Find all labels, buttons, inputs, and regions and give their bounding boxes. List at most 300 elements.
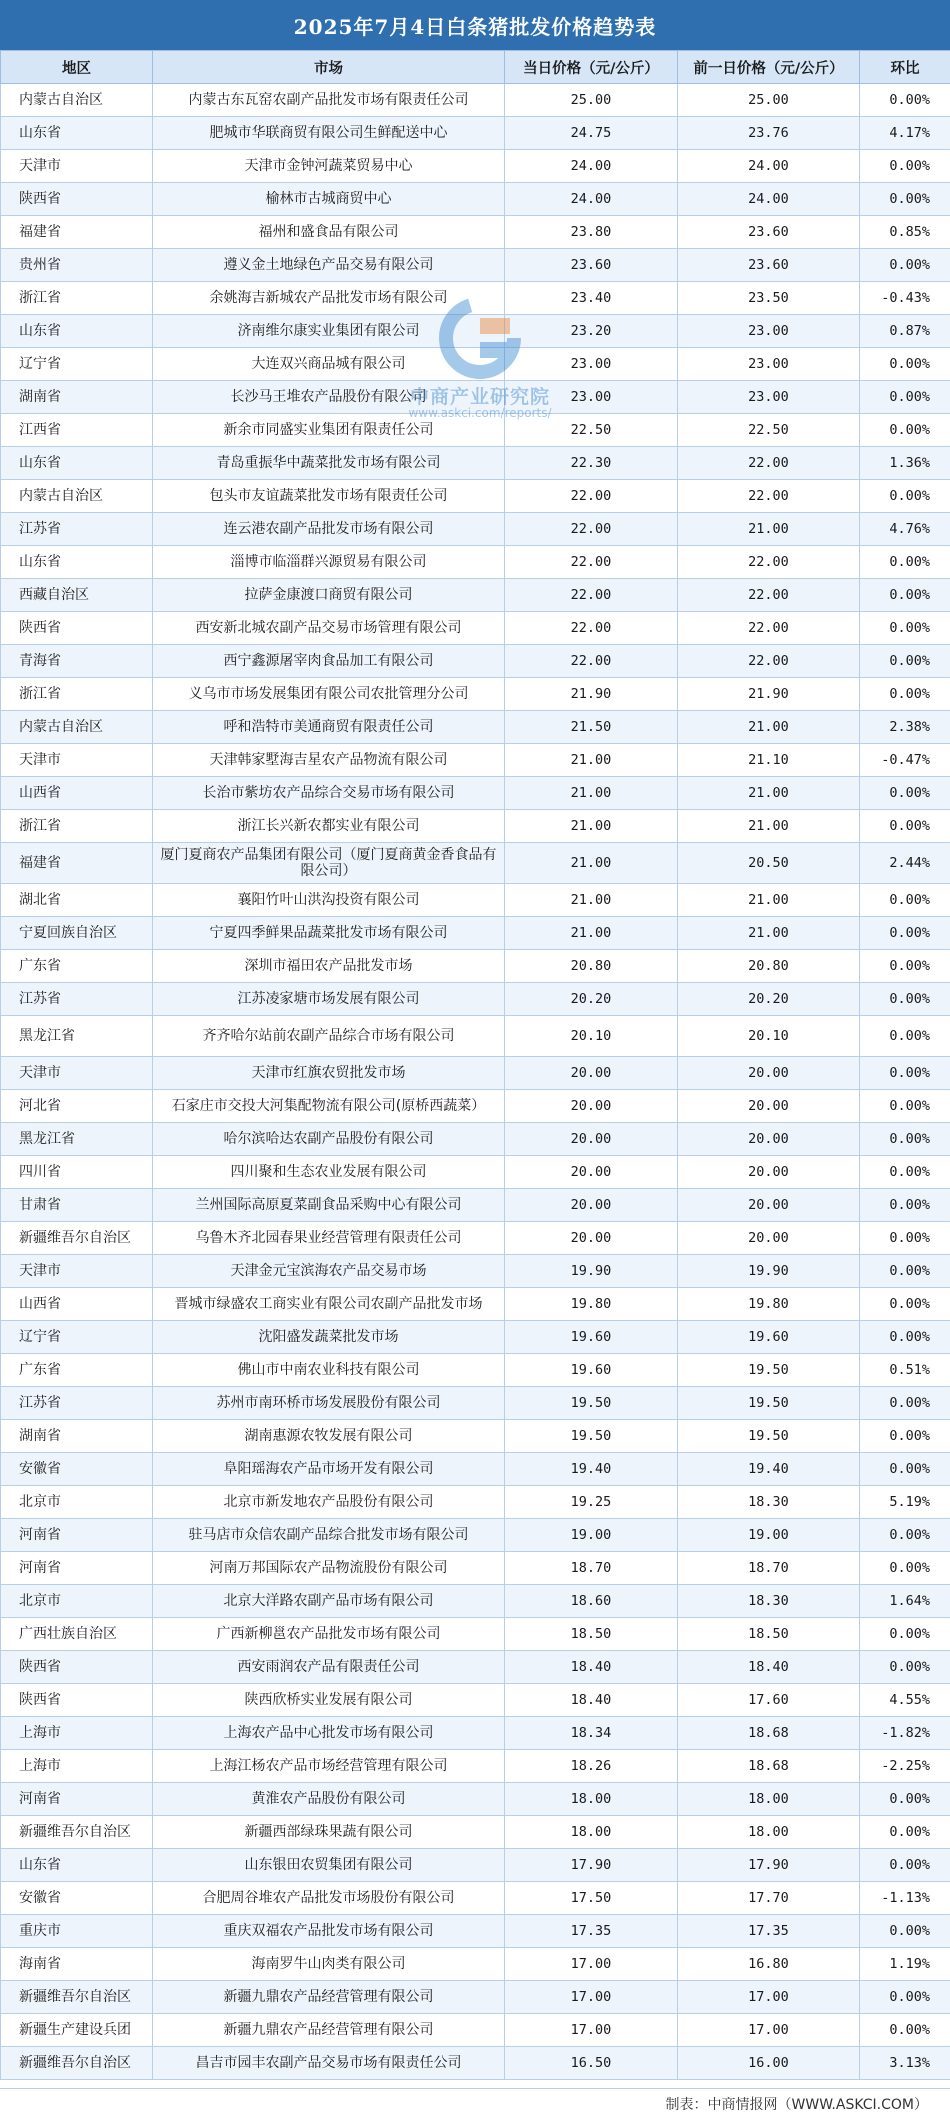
cell-market: 淄博市临淄群兴源贸易有限公司 [153, 546, 505, 579]
cell-market: 北京大洋路农副产品市场有限公司 [153, 1585, 505, 1618]
table-row [1, 843, 950, 884]
cell-change: 2.44% [860, 843, 950, 884]
table-row [1, 546, 950, 579]
cell-market: 驻马店市众信农副产品综合批发市场有限公司 [153, 1519, 505, 1552]
cell-region: 内蒙古自治区 [1, 480, 153, 513]
cell-region: 内蒙古自治区 [1, 84, 153, 117]
cell-prev-price: 20.00 [678, 1189, 860, 1222]
cell-prev-price: 18.00 [678, 1816, 860, 1849]
cell-change: 0.00% [860, 1222, 950, 1255]
cell-change: 0.00% [860, 678, 950, 711]
cell-region: 江西省 [1, 414, 153, 447]
cell-change: 0.85% [860, 216, 950, 249]
cell-region: 新疆维吾尔自治区 [1, 1981, 153, 2014]
cell-prev-price: 22.00 [678, 546, 860, 579]
cell-change: -0.43% [860, 282, 950, 315]
cell-region: 广西壮族自治区 [1, 1618, 153, 1651]
cell-market: 佛山市中南农业科技有限公司 [153, 1354, 505, 1387]
cell-region: 陕西省 [1, 183, 153, 216]
cell-region: 重庆市 [1, 1915, 153, 1948]
cell-market: 拉萨金康渡口商贸有限公司 [153, 579, 505, 612]
cell-market: 深圳市福田农产品批发市场 [153, 950, 505, 983]
cell-change: 0.00% [860, 612, 950, 645]
cell-market: 哈尔滨哈达农副产品股份有限公司 [153, 1123, 505, 1156]
cell-prev-price: 20.00 [678, 1057, 860, 1090]
cell-change: 0.00% [860, 1123, 950, 1156]
cell-region: 天津市 [1, 1255, 153, 1288]
cell-market: 石家庄市交投大河集配物流有限公司(原桥西蔬菜） [153, 1090, 505, 1123]
cell-market: 晋城市绿盛农工商实业有限公司农副产品批发市场 [153, 1288, 505, 1321]
table-row [1, 917, 950, 950]
cell-change: 0.00% [860, 1651, 950, 1684]
table-row [1, 348, 950, 381]
table-row [1, 1486, 950, 1519]
cell-region: 山东省 [1, 315, 153, 348]
cell-today-price: 23.60 [505, 249, 678, 282]
table-row [1, 1255, 950, 1288]
table-row [1, 216, 950, 249]
cell-market: 宁夏四季鲜果品蔬菜批发市场有限公司 [153, 917, 505, 950]
footer-credit: 制表：中商情报网（WWW.ASKCI.COM） [0, 2088, 950, 2119]
cell-change: 0.00% [860, 1090, 950, 1123]
cell-region: 安徽省 [1, 1882, 153, 1915]
cell-today-price: 24.00 [505, 183, 678, 216]
cell-prev-price: 18.30 [678, 1486, 860, 1519]
cell-market: 包头市友谊蔬菜批发市场有限责任公司 [153, 480, 505, 513]
cell-change: 0.00% [860, 84, 950, 117]
cell-market: 天津市红旗农贸批发市场 [153, 1057, 505, 1090]
cell-market: 榆林市古城商贸中心 [153, 183, 505, 216]
cell-today-price: 23.80 [505, 216, 678, 249]
cell-today-price: 21.50 [505, 711, 678, 744]
table-row [1, 150, 950, 183]
cell-today-price: 20.00 [505, 1189, 678, 1222]
cell-today-price: 25.00 [505, 84, 678, 117]
cell-region: 福建省 [1, 216, 153, 249]
cell-today-price: 23.20 [505, 315, 678, 348]
cell-region: 内蒙古自治区 [1, 711, 153, 744]
cell-today-price: 21.00 [505, 843, 678, 884]
cell-market: 乌鲁木齐北园春果业经营管理有限责任公司 [153, 1222, 505, 1255]
cell-today-price: 18.34 [505, 1717, 678, 1750]
cell-market: 湖南惠源农牧发展有限公司 [153, 1420, 505, 1453]
cell-region: 青海省 [1, 645, 153, 678]
cell-prev-price: 21.00 [678, 810, 860, 843]
cell-market: 浙江长兴新农都实业有限公司 [153, 810, 505, 843]
cell-prev-price: 23.50 [678, 282, 860, 315]
cell-change: 0.00% [860, 1288, 950, 1321]
cell-prev-price: 16.80 [678, 1948, 860, 1981]
cell-prev-price: 22.00 [678, 447, 860, 480]
cell-change: 0.00% [860, 983, 950, 1016]
cell-prev-price: 20.00 [678, 1156, 860, 1189]
cell-change: 0.00% [860, 1849, 950, 1882]
cell-region: 辽宁省 [1, 1321, 153, 1354]
cell-market: 河南万邦国际农产品物流股份有限公司 [153, 1552, 505, 1585]
cell-prev-price: 25.00 [678, 84, 860, 117]
cell-change: 0.00% [860, 1189, 950, 1222]
cell-change: 0.00% [860, 183, 950, 216]
cell-today-price: 24.75 [505, 117, 678, 150]
table-row [1, 678, 950, 711]
cell-region: 河南省 [1, 1783, 153, 1816]
cell-market: 肥城市华联商贸有限公司生鲜配送中心 [153, 117, 505, 150]
cell-region: 天津市 [1, 1057, 153, 1090]
cell-prev-price: 19.00 [678, 1519, 860, 1552]
cell-change: 5.19% [860, 1486, 950, 1519]
cell-region: 天津市 [1, 744, 153, 777]
cell-today-price: 21.00 [505, 744, 678, 777]
cell-prev-price: 19.40 [678, 1453, 860, 1486]
cell-region: 江苏省 [1, 1387, 153, 1420]
cell-today-price: 22.00 [505, 480, 678, 513]
cell-region: 新疆维吾尔自治区 [1, 2047, 153, 2080]
table-row [1, 1090, 950, 1123]
cell-change: 0.00% [860, 579, 950, 612]
cell-prev-price: 19.90 [678, 1255, 860, 1288]
table-row [1, 249, 950, 282]
cell-market: 厦门夏商农产品集团有限公司（厦门夏商黄金香食品有限公司） [153, 843, 505, 884]
cell-today-price: 20.00 [505, 1156, 678, 1189]
cell-region: 河北省 [1, 1090, 153, 1123]
cell-prev-price: 21.00 [678, 777, 860, 810]
header-market: 市场 [153, 51, 505, 84]
cell-prev-price: 22.50 [678, 414, 860, 447]
table-row [1, 950, 950, 983]
cell-change: 1.64% [860, 1585, 950, 1618]
cell-change: 0.00% [860, 348, 950, 381]
cell-change: 0.00% [860, 150, 950, 183]
cell-region: 浙江省 [1, 678, 153, 711]
cell-prev-price: 20.50 [678, 843, 860, 884]
cell-change: 4.17% [860, 117, 950, 150]
cell-prev-price: 24.00 [678, 150, 860, 183]
table-row [1, 1189, 950, 1222]
cell-region: 安徽省 [1, 1453, 153, 1486]
cell-market: 苏州市南环桥市场发展股份有限公司 [153, 1387, 505, 1420]
table-row [1, 1321, 950, 1354]
cell-market: 上海江杨农产品市场经营管理有限公司 [153, 1750, 505, 1783]
cell-change: 0.00% [860, 1981, 950, 2014]
cell-region: 新疆维吾尔自治区 [1, 1816, 153, 1849]
cell-market: 西安雨润农产品有限责任公司 [153, 1651, 505, 1684]
table-body [1, 84, 950, 2080]
cell-market: 内蒙古东瓦窑农副产品批发市场有限责任公司 [153, 84, 505, 117]
cell-today-price: 19.40 [505, 1453, 678, 1486]
cell-market: 海南罗牛山肉类有限公司 [153, 1948, 505, 1981]
cell-today-price: 20.20 [505, 983, 678, 1016]
cell-today-price: 20.80 [505, 950, 678, 983]
cell-market: 新疆九鼎农产品经营管理有限公司 [153, 1981, 505, 2014]
cell-region: 北京市 [1, 1486, 153, 1519]
cell-today-price: 18.40 [505, 1684, 678, 1717]
cell-market: 广西新柳邕农产品批发市场有限公司 [153, 1618, 505, 1651]
cell-region: 陕西省 [1, 612, 153, 645]
cell-region: 北京市 [1, 1585, 153, 1618]
cell-change: -1.13% [860, 1882, 950, 1915]
cell-prev-price: 19.80 [678, 1288, 860, 1321]
cell-prev-price: 22.00 [678, 480, 860, 513]
cell-market: 西宁鑫源屠宰肉食品加工有限公司 [153, 645, 505, 678]
table-row [1, 1156, 950, 1189]
cell-change: 1.19% [860, 1948, 950, 1981]
table-row [1, 1222, 950, 1255]
cell-today-price: 20.00 [505, 1090, 678, 1123]
cell-change: 0.00% [860, 1783, 950, 1816]
cell-today-price: 18.00 [505, 1783, 678, 1816]
cell-prev-price: 23.00 [678, 315, 860, 348]
cell-prev-price: 21.00 [678, 917, 860, 950]
cell-prev-price: 23.00 [678, 348, 860, 381]
cell-today-price: 17.00 [505, 1948, 678, 1981]
cell-market: 北京市新发地农产品股份有限公司 [153, 1486, 505, 1519]
cell-today-price: 18.00 [505, 1816, 678, 1849]
cell-region: 贵州省 [1, 249, 153, 282]
table-row [1, 1453, 950, 1486]
cell-today-price: 17.35 [505, 1915, 678, 1948]
cell-prev-price: 22.00 [678, 612, 860, 645]
cell-prev-price: 18.00 [678, 1783, 860, 1816]
table-row [1, 2014, 950, 2047]
cell-region: 山西省 [1, 1288, 153, 1321]
cell-today-price: 19.90 [505, 1255, 678, 1288]
cell-today-price: 17.00 [505, 1981, 678, 2014]
cell-today-price: 18.70 [505, 1552, 678, 1585]
cell-change: 2.38% [860, 711, 950, 744]
cell-region: 西藏自治区 [1, 579, 153, 612]
cell-market: 山东银田农贸集团有限公司 [153, 1849, 505, 1882]
cell-today-price: 23.40 [505, 282, 678, 315]
cell-market: 青岛重振华中蔬菜批发市场有限公司 [153, 447, 505, 480]
cell-region: 山东省 [1, 546, 153, 579]
table-row [1, 711, 950, 744]
table-row [1, 1585, 950, 1618]
cell-today-price: 24.00 [505, 150, 678, 183]
table-row [1, 1882, 950, 1915]
cell-today-price: 17.00 [505, 2014, 678, 2047]
cell-market: 兰州国际高原夏菜副食品采购中心有限公司 [153, 1189, 505, 1222]
cell-change: 0.00% [860, 1816, 950, 1849]
cell-market: 沈阳盛发蔬菜批发市场 [153, 1321, 505, 1354]
cell-prev-price: 20.10 [678, 1016, 860, 1057]
cell-region: 新疆生产建设兵团 [1, 2014, 153, 2047]
cell-change: 0.00% [860, 917, 950, 950]
cell-region: 江苏省 [1, 983, 153, 1016]
cell-today-price: 17.50 [505, 1882, 678, 1915]
cell-region: 湖北省 [1, 884, 153, 917]
cell-today-price: 20.00 [505, 1123, 678, 1156]
cell-region: 山东省 [1, 447, 153, 480]
cell-market: 阜阳瑶海农产品市场开发有限公司 [153, 1453, 505, 1486]
cell-change: 0.00% [860, 777, 950, 810]
cell-prev-price: 21.00 [678, 884, 860, 917]
table-row [1, 579, 950, 612]
cell-region: 四川省 [1, 1156, 153, 1189]
cell-market: 四川聚和生态农业发展有限公司 [153, 1156, 505, 1189]
cell-region: 河南省 [1, 1552, 153, 1585]
cell-prev-price: 18.68 [678, 1750, 860, 1783]
table-row [1, 84, 950, 117]
cell-prev-price: 18.40 [678, 1651, 860, 1684]
table-row [1, 282, 950, 315]
cell-region: 福建省 [1, 843, 153, 884]
cell-change: 0.00% [860, 546, 950, 579]
table-row [1, 1016, 950, 1057]
table-row [1, 1948, 950, 1981]
cell-prev-price: 17.00 [678, 1981, 860, 2014]
cell-region: 湖南省 [1, 1420, 153, 1453]
header-today-price: 当日价格（元/公斤） [505, 51, 678, 84]
cell-region: 宁夏回族自治区 [1, 917, 153, 950]
cell-change: 0.00% [860, 810, 950, 843]
table-row [1, 1981, 950, 2014]
table-row [1, 117, 950, 150]
cell-region: 黑龙江省 [1, 1016, 153, 1057]
cell-market: 义乌市市场发展集团有限公司农批管理分公司 [153, 678, 505, 711]
table-row [1, 1057, 950, 1090]
cell-prev-price: 20.00 [678, 1222, 860, 1255]
cell-prev-price: 18.68 [678, 1717, 860, 1750]
cell-prev-price: 17.00 [678, 2014, 860, 2047]
cell-region: 海南省 [1, 1948, 153, 1981]
cell-prev-price: 17.60 [678, 1684, 860, 1717]
cell-today-price: 19.00 [505, 1519, 678, 1552]
cell-change: -1.82% [860, 1717, 950, 1750]
cell-region: 江苏省 [1, 513, 153, 546]
table-row [1, 447, 950, 480]
cell-today-price: 21.00 [505, 884, 678, 917]
cell-market: 重庆双福农产品批发市场有限公司 [153, 1915, 505, 1948]
cell-market: 天津金元宝滨海农产品交易市场 [153, 1255, 505, 1288]
cell-market: 襄阳竹叶山洪沟投资有限公司 [153, 884, 505, 917]
cell-region: 上海市 [1, 1717, 153, 1750]
cell-region: 陕西省 [1, 1684, 153, 1717]
cell-region: 天津市 [1, 150, 153, 183]
cell-today-price: 19.50 [505, 1387, 678, 1420]
cell-market: 黄淮农产品股份有限公司 [153, 1783, 505, 1816]
cell-today-price: 19.50 [505, 1420, 678, 1453]
table-row [1, 513, 950, 546]
cell-change: 0.00% [860, 2014, 950, 2047]
table-row [1, 1651, 950, 1684]
cell-change: 0.00% [860, 1255, 950, 1288]
table-row [1, 983, 950, 1016]
table-row [1, 1684, 950, 1717]
cell-market: 长治市紫坊农产品综合交易市场有限公司 [153, 777, 505, 810]
cell-market: 余姚海吉新城农产品批发市场有限公司 [153, 282, 505, 315]
table-row [1, 1816, 950, 1849]
table-row [1, 183, 950, 216]
cell-prev-price: 21.00 [678, 513, 860, 546]
cell-region: 河南省 [1, 1519, 153, 1552]
cell-today-price: 22.00 [505, 546, 678, 579]
cell-prev-price: 17.90 [678, 1849, 860, 1882]
table-row [1, 2047, 950, 2080]
cell-today-price: 23.00 [505, 348, 678, 381]
cell-change: 0.00% [860, 884, 950, 917]
cell-region: 山东省 [1, 117, 153, 150]
cell-market: 江苏凌家塘市场发展有限公司 [153, 983, 505, 1016]
cell-region: 浙江省 [1, 810, 153, 843]
table-row [1, 315, 950, 348]
cell-today-price: 19.60 [505, 1321, 678, 1354]
cell-market: 大连双兴商品城有限公司 [153, 348, 505, 381]
cell-change: 0.00% [860, 1321, 950, 1354]
cell-region: 山西省 [1, 777, 153, 810]
cell-change: 0.00% [860, 1453, 950, 1486]
header-change: 环比 [860, 51, 950, 84]
cell-prev-price: 21.90 [678, 678, 860, 711]
table-row [1, 1849, 950, 1882]
cell-prev-price: 23.76 [678, 117, 860, 150]
header-prev-price: 前一日价格（元/公斤） [678, 51, 860, 84]
cell-prev-price: 20.20 [678, 983, 860, 1016]
cell-prev-price: 19.50 [678, 1420, 860, 1453]
cell-today-price: 21.00 [505, 917, 678, 950]
cell-today-price: 22.00 [505, 612, 678, 645]
cell-prev-price: 18.50 [678, 1618, 860, 1651]
cell-region: 辽宁省 [1, 348, 153, 381]
cell-market: 遵义金土地绿色产品交易有限公司 [153, 249, 505, 282]
cell-region: 广东省 [1, 1354, 153, 1387]
cell-region: 上海市 [1, 1750, 153, 1783]
cell-today-price: 21.90 [505, 678, 678, 711]
cell-market: 长沙马王堆农产品股份有限公司 [153, 381, 505, 414]
cell-change: 0.00% [860, 1387, 950, 1420]
table-row [1, 1618, 950, 1651]
cell-change: 0.87% [860, 315, 950, 348]
cell-today-price: 20.00 [505, 1057, 678, 1090]
cell-change: 3.13% [860, 2047, 950, 2080]
table-row [1, 414, 950, 447]
cell-change: -2.25% [860, 1750, 950, 1783]
cell-prev-price: 21.10 [678, 744, 860, 777]
table-row [1, 612, 950, 645]
table-row [1, 1123, 950, 1156]
cell-prev-price: 18.30 [678, 1585, 860, 1618]
cell-region: 浙江省 [1, 282, 153, 315]
table-row [1, 810, 950, 843]
cell-prev-price: 17.70 [678, 1882, 860, 1915]
cell-market: 新余市同盛实业集团有限责任公司 [153, 414, 505, 447]
cell-prev-price: 24.00 [678, 183, 860, 216]
cell-market: 福州和盛食品有限公司 [153, 216, 505, 249]
cell-market: 呼和浩特市美通商贸有限责任公司 [153, 711, 505, 744]
cell-today-price: 18.26 [505, 1750, 678, 1783]
cell-market: 天津市金钟河蔬菜贸易中心 [153, 150, 505, 183]
table-row [1, 1420, 950, 1453]
cell-today-price: 20.10 [505, 1016, 678, 1057]
cell-prev-price: 20.00 [678, 1090, 860, 1123]
cell-today-price: 22.00 [505, 513, 678, 546]
cell-today-price: 22.00 [505, 579, 678, 612]
cell-region: 甘肃省 [1, 1189, 153, 1222]
cell-change: 4.76% [860, 513, 950, 546]
cell-change: 0.00% [860, 381, 950, 414]
cell-prev-price: 22.00 [678, 645, 860, 678]
table-row [1, 884, 950, 917]
cell-change: 1.36% [860, 447, 950, 480]
cell-change: 0.00% [860, 1016, 950, 1057]
cell-today-price: 19.25 [505, 1486, 678, 1519]
table-row [1, 1387, 950, 1420]
page-title: 2025年7月4日白条猪批发价格趋势表 [0, 0, 950, 50]
cell-market: 连云港农副产品批发市场有限公司 [153, 513, 505, 546]
cell-market: 济南维尔康实业集团有限公司 [153, 315, 505, 348]
cell-region: 广东省 [1, 950, 153, 983]
cell-today-price: 18.50 [505, 1618, 678, 1651]
cell-today-price: 23.00 [505, 381, 678, 414]
